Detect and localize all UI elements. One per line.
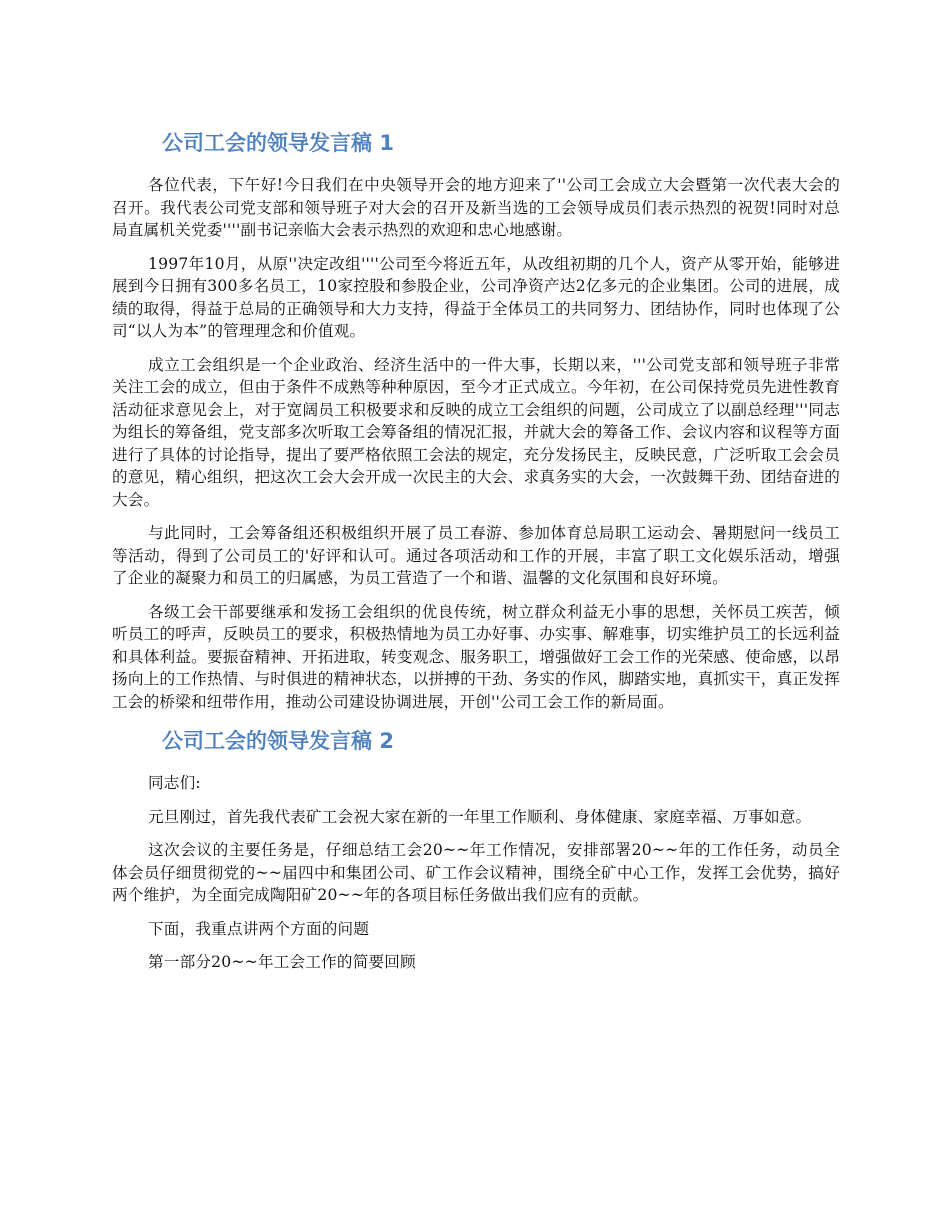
section-1-paragraph: 1997年10月，从原''决定改组''''公司至今将近五年，从改组初期的几个人，资产从零开始，能够进展到今日拥有300多名员工，10家控股和参股企业，公司净资产达2亿多元的企业集团。公司的进展，成绩的取得，得益于总局的正确领导和大力支持，得益于全体员工的共同努力、团结协作，同时也体现了公司“以人为本”的管理理念和价值观。 [112,254,840,340]
section-2-paragraph: 元旦刚过，首先我代表矿工会祝大家在新的一年里工作顺利、身体健康、家庭幸福、万事如意。 [148,807,812,826]
section-2-paragraph: 同志们: [148,774,201,792]
section-1-paragraph: 各级工会干部要继承和发扬工会组织的优良传统，树立群众利益无小事的思想，关怀员工疾苦，倾听员工的呼声，反映员工的要求，积极热情地为员工办好事、办实事、解难事，切实维护员工的长远利益和具体利益。要振奋精神、开拓进取，转变观念、服务职工，增强做好工会工作的光荣感、使命感，以昂扬向上的工作热情、与时俱进的精神状态，以拼搏的干劲、务实的作风，脚踏实地，真抓实干，真正发挥工会的桥梁和纽带作用，推动公司建设协调进展，开创''公司工会工作的新局面。 [112,602,840,711]
section-1-number: 1 [379,131,394,155]
section-1-paragraph: 成立工会组织是一个企业政治、经济生活中的一件大事，长期以来，'''公司党支部和领导班子非常关注工会的成立，但由于条件不成熟等种种原因，至今才正式成立。今年初，在公司保持党员先进性教育活动征求意见会上，对于宽阔员工积极要求和反映的成立工会组织的问题，公司成立了以副总经理'''同志为组长的筹备组，党支部多次听取工会筹备组的情况汇报，并就大会的筹备工作、会议内容和议程等方面进行了具体的讨论指导，提出了要严格依照工会法的规定，充分发扬民主，反映民意，广泛听取工会会员的意见，精心组织，把这次工会大会开成一次民主的大会、求真务实的大会，一次鼓舞干劲、团结奋进的大会。 [112,355,840,509]
document-page [112,126,840,985]
section-2-paragraph: 第一部分20~~年工会工作的简要回顾 [148,953,416,971]
section-2-heading [162,724,840,758]
section-1-paragraph: 各位代表，下午好!今日我们在中央领导开会的地方迎来了''公司工会成立大会暨第一次代表大会的召开。我代表公司党支部和领导班子对大会的召开及新当选的工会领导成员们表示热烈的祝贺!同时对总局直属机关党委''''副书记亲临大会表示热烈的欢迎和忠心地感谢。 [112,176,840,239]
section-1-paragraph: 与此同时，工会筹备组还积极组织开展了员工春游、参加体育总局职工运动会、暑期慰问一线员工等活动，得到了公司员工的'好评和认可。通过各项活动和工作的开展，丰富了职工文化娱乐活动，增强了企业的凝聚力和员工的归属感，为员工营造了一个和谐、温馨的文化氛围和良好环境。 [112,524,840,587]
section-1-title: 公司工会的领导发言稿 [162,131,372,155]
section-2-number: 2 [379,729,394,753]
section-1-heading [162,126,840,160]
section-2-paragraph: 下面，我重点讲两个方面的问题 [148,919,370,938]
section-2-title: 公司工会的领导发言稿 [162,729,372,753]
section-2-paragraph: 这次会议的主要任务是，仔细总结工会20~~年工作情况，安排部署20~~年的工作任务，动员全体会员仔细贯彻党的~~届四中和集团公司、矿工作会议精神，围绕全矿中心工作，发挥工会优势，搞好两个维护，为全面完成陶阳矿20~~年的各项目标任务做出我们应有的贡献。 [112,841,840,904]
